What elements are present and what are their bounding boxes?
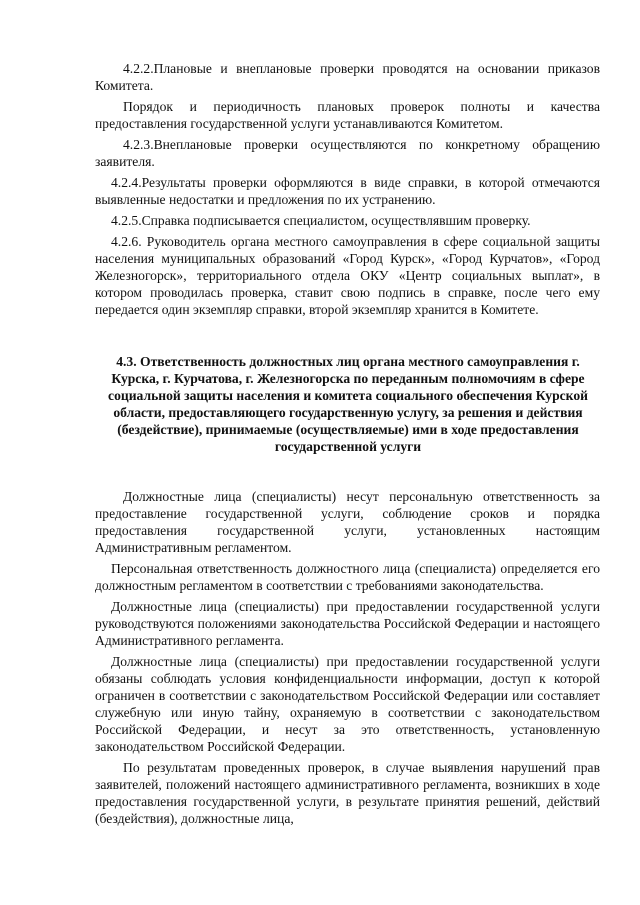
paragraph-personal-responsibility: Должностные лица (специалисты) несут персональную ответственность за предоставление государственной услуги, соблюдение сроков и порядка предоставления государственной услуги, установленных настоящим Административным регламентом.	[95, 489, 600, 555]
paragraph-4-2-5: 4.2.5.Справка подписывается специалистом, осуществлявшим проверку.	[111, 213, 531, 228]
body-paragraphs	[95, 488, 600, 831]
paragraph-responsibility-definition: Персональная ответственность должностного лица (специалиста) определяется его должностным регламентом в соответствии с требованиями законодательства.	[95, 561, 600, 593]
top-paragraphs	[95, 60, 600, 322]
paragraph-legislation-guidance: Должностные лица (специалисты) при предоставлении государственной услуги руководствуются положениями законодательства Российской Федерации и настоящего Административного регламента.	[95, 599, 600, 648]
paragraph-4-2-3: 4.2.3.Внеплановые проверки осуществляются по конкретному обращению заявителя.	[95, 137, 600, 169]
paragraph-4-2-4: 4.2.4.Результаты проверки оформляются в виде справки, в которой отмечаются выявленные недостатки и предложения по их устранению.	[95, 175, 600, 207]
section-title: 4.3. Ответственность должностных лиц органа местного самоуправления г. Курска, г. Курчатова, г. Железногорска по переданным полномочиям в сфере социальной защиты населения и комитета социального обеспечения Курской области, предоставляющего государственную услугу, за решения и действия (бездействие), принимаемые (осуществляемые) ими в ходе предоставления государственной услуги	[108, 354, 588, 454]
paragraph-inspection-order: Порядок и периодичность плановых проверок полноты и качества предоставления государственной услуги устанавливаются Комитетом.	[95, 99, 600, 131]
paragraph-inspection-results: По результатам проведенных проверок, в случае выявления нарушений прав заявителей, положений настоящего административного регламента, возникших в ходе предоставления государственной услуги, в результате принятия решений, действий (бездействия), должностные лица,	[95, 760, 600, 826]
paragraph-4-2-6: 4.2.6. Руководитель органа местного самоуправления в сфере социальной защиты населения муниципальных образований «Город Курск», «Город Курчатов», «Город Железногорск», территориального отдела ОКУ «Центр социальных выплат», в котором проводилась проверка, ставит свою подпись в справке, после чего ему передается один экземпляр справки, второй экземпляр хранится в Комитете.	[95, 234, 600, 317]
paragraph-4-2-2: 4.2.2.Плановые и внеплановые проверки проводятся на основании приказов Комитета.	[95, 61, 600, 93]
paragraph-confidentiality: Должностные лица (специалисты) при предоставлении государственной услуги обязаны соблюдать условия конфиденциальности информации, доступ к которой ограничен в соответствии с законодательством Российской Федерации или составляет служебную или иную тайну, охраняемую в соответствии с законодательством Российской Федерации, и несут за это ответственность, установленную законодательством Российской Федерации.	[95, 654, 600, 754]
